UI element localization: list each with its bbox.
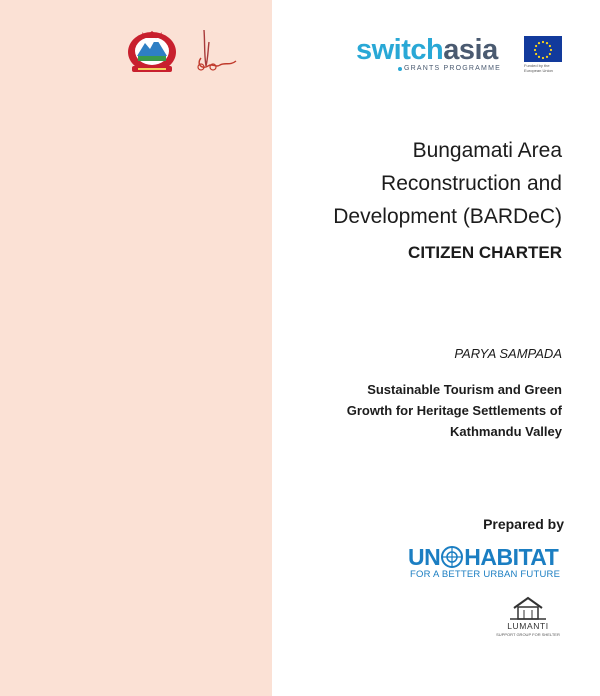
title-line: Reconstruction and <box>381 172 562 195</box>
lumanti-house-icon <box>496 594 560 621</box>
lumanti-name: LUMANTI <box>507 621 549 631</box>
project-description-line: Kathmandu Valley <box>450 424 562 439</box>
un-globe-icon <box>441 546 463 568</box>
lumanti-subtitle: SUPPORT GROUP FOR SHELTER <box>496 632 560 637</box>
switchasia-asia: asia <box>443 34 498 66</box>
unhabitat-suffix: HABITAT <box>464 544 559 570</box>
unhabitat-prefix: UN <box>408 544 441 570</box>
switchasia-logo <box>356 34 516 74</box>
eu-caption: Funded by the European Union <box>524 63 553 73</box>
nepal-emblem-icon <box>126 26 178 74</box>
project-name: PARYA SAMPADA <box>454 346 562 361</box>
document-title <box>262 134 562 233</box>
lumanti-logo <box>496 594 560 640</box>
unhabitat-wordmark <box>408 544 558 570</box>
title-line: Development (BARDeC) <box>333 205 562 228</box>
switchasia-subtitle: GRANTS PROGRAMME <box>404 65 501 72</box>
project-description <box>262 379 562 442</box>
switchasia-switch: switch <box>356 34 444 66</box>
unhabitat-tagline: FOR A BETTER URBAN FUTURE <box>410 569 561 580</box>
prepared-by-label: Prepared by <box>483 516 564 532</box>
project-description-line: Growth for Heritage Settlements of <box>346 403 562 418</box>
signature-icon <box>192 28 238 74</box>
unhabitat-logo <box>408 544 568 580</box>
left-color-band <box>0 0 272 696</box>
project-description-line: Sustainable Tourism and Green <box>367 382 562 397</box>
switchasia-wordmark <box>356 34 498 66</box>
switchasia-dot <box>398 67 402 71</box>
eu-flag-icon <box>524 36 562 62</box>
document-subtitle: CITIZEN CHARTER <box>408 243 562 262</box>
title-line: Bungamati Area <box>412 139 562 162</box>
